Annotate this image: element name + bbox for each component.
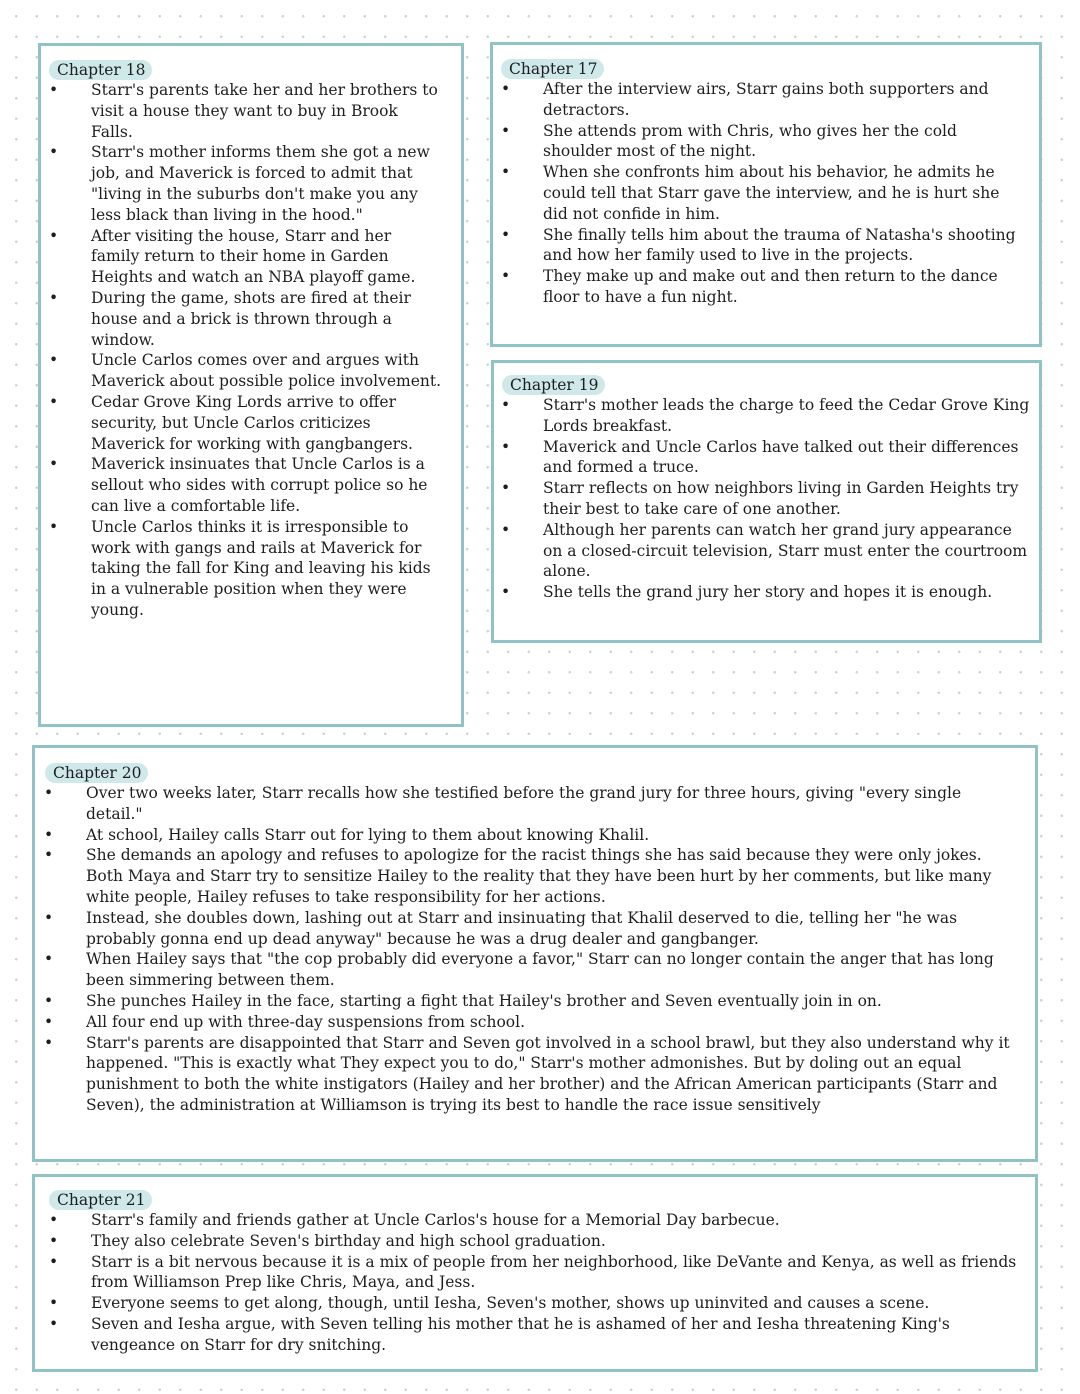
list-item: • They also celebrate Seven's birthday and high school graduation. [39,1231,1019,1252]
list-item: • Cedar Grove King Lords arrive to offer security, but Uncle Carlos criticizes Maverick for working with gangbangers. [39,392,441,454]
list-item: • Seven and Iesha argue, with Seven telling his mother that he is ashamed of her and Iesha threatening King's vengeance on Starr for dry snitching. [39,1314,1019,1356]
chapter-19-title: Chapter 19 [502,375,605,395]
list-item: • Starr's mother leads the charge to feed the Cedar Grove King Lords breakfast. [491,395,1031,437]
list-item: • Starr is a bit nervous because it is a mix of people from her neighborhood, like DeVante and Kenya, as well as friends from Williamson Prep like Chris, Maya, and Jess. [39,1252,1019,1294]
chapter-20-title: Chapter 20 [45,763,148,783]
list-item: • When she confronts him about his behavior, he admits he could tell that Starr gave the interview, and he is hurt she did not confide in him. [491,162,1026,224]
list-item: • Starr's parents take her and her brothers to visit a house they want to buy in Brook Falls. [39,80,441,142]
list-item: • Although her parents can watch her grand jury appearance on a closed-circuit television, Starr must enter the courtroom alone. [491,520,1031,582]
list-item: • Maverick and Uncle Carlos have talked out their differences and formed a truce. [491,437,1031,479]
chapter-20-list [34,783,1019,1116]
list-item: • After visiting the house, Starr and her family return to their home in Garden Heights and watch an NBA playoff game. [39,226,441,288]
list-item: • All four end up with three-day suspensions from school. [34,1012,1019,1033]
list-item: • Instead, she doubles down, lashing out at Starr and insinuating that Khalil deserved to die, telling her "he was probably gonna end up dead anyway" because he was a drug dealer and gangbanger. [34,908,1019,950]
chapter-18-title: Chapter 18 [49,60,152,80]
chapter-19-list [491,395,1031,603]
list-item: • When Hailey says that "the cop probably did everyone a favor," Starr can no longer contain the anger that has long been simmering between them. [34,949,1019,991]
chapter-21-title: Chapter 21 [49,1190,152,1210]
list-item: • Maverick insinuates that Uncle Carlos is a sellout who sides with corrupt police so he can live a comfortable life. [39,454,441,516]
list-item: • She finally tells him about the trauma of Natasha's shooting and how her family used to live in the projects. [491,225,1026,267]
list-item: • Starr's mother informs them she got a new job, and Maverick is forced to admit that "living in the suburbs don't make you any less black than living in the hood." [39,142,441,225]
chapter-17-title: Chapter 17 [501,59,604,79]
list-item: • Over two weeks later, Starr recalls how she testified before the grand jury for three hours, giving "every single detail." [34,783,1019,825]
list-item: • She punches Hailey in the face, starting a fight that Hailey's brother and Seven eventually join in on. [34,991,1019,1012]
list-item: • Everyone seems to get along, though, until Iesha, Seven's mother, shows up uninvited and causes a scene. [39,1293,1019,1314]
chapter-21-list [39,1210,1019,1356]
list-item: • At school, Hailey calls Starr out for lying to them about knowing Khalil. [34,825,1019,846]
list-item: • Uncle Carlos comes over and argues with Maverick about possible police involvement. [39,350,441,392]
list-item: • They make up and make out and then return to the dance floor to have a fun night. [491,266,1026,308]
chapter-17-list [491,79,1026,308]
list-item: • Starr reflects on how neighbors living in Garden Heights try their best to take care of one another. [491,478,1031,520]
list-item: • She tells the grand jury her story and hopes it is enough. [491,582,1031,603]
list-item: • She attends prom with Chris, who gives her the cold shoulder most of the night. [491,121,1026,163]
list-item: • Starr's parents are disappointed that Starr and Seven got involved in a school brawl, but they also understand why it happened. "This is exactly what They expect you to do," Starr's mother admonishes. But by doling out an equal punishment to both the white instigators (Hailey and her brother) and the African American participants (Starr and Seven), the administration at Williamson is trying its best to handle the race issue sensitively [34,1033,1019,1116]
list-item: • Uncle Carlos thinks it is irresponsible to work with gangs and rails at Maverick for taking the fall for King and leaving his kids in a vulnerable position when they were young. [39,517,441,621]
list-item: • Starr's family and friends gather at Uncle Carlos's house for a Memorial Day barbecue. [39,1210,1019,1231]
list-item: • After the interview airs, Starr gains both supporters and detractors. [491,79,1026,121]
list-item: • During the game, shots are fired at their house and a brick is thrown through a window. [39,288,441,350]
chapter-18-list [39,80,441,621]
list-item: • She demands an apology and refuses to apologize for the racist things she has said because they were only jokes. Both Maya and Starr try to sensitize Hailey to the reality that they have been hurt by her comments, but like many white people, Hailey refuses to take responsibility for her actions. [34,845,1019,907]
